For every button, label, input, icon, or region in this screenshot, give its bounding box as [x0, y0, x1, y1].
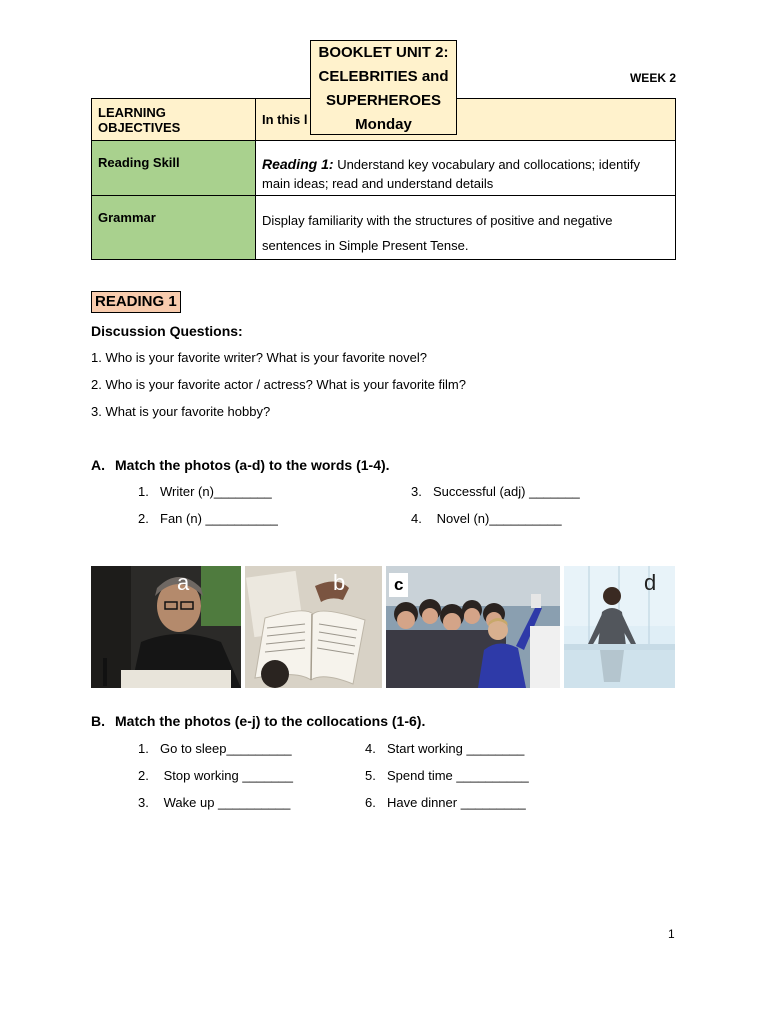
- item-text: Novel (n)__________: [433, 511, 562, 526]
- row-desc-reading: [256, 141, 676, 196]
- section-b-letter: B.: [91, 713, 105, 729]
- discussion-question-1: 1. Who is your favorite writer? What is your favorite novel?: [91, 350, 427, 365]
- row-label-reading: Reading Skill: [92, 141, 256, 196]
- list-item: [365, 741, 524, 756]
- item-number: 4.: [365, 741, 376, 756]
- list-item: [138, 795, 290, 810]
- item-text: Fan (n) __________: [160, 511, 278, 526]
- list-item: [138, 511, 278, 526]
- businesswoman-photo: [564, 566, 675, 688]
- item-number: 5.: [365, 768, 376, 783]
- item-number: 1.: [138, 741, 149, 756]
- photo-label-b: b: [333, 570, 346, 595]
- item-text: Have dinner _________: [387, 795, 526, 810]
- list-item: [411, 511, 562, 526]
- booklet-title-box: [310, 40, 457, 135]
- item-text: Wake up __________: [160, 795, 291, 810]
- item-number: 6.: [365, 795, 376, 810]
- photo-label-a: a: [177, 570, 190, 595]
- title-line-2: CELEBRITIES and: [318, 68, 449, 85]
- row-desc-grammar: Display familiarity with the structures of positive and negative sentences in Simple Present Tense.: [256, 196, 676, 260]
- table-row: [92, 141, 676, 196]
- photo-label-d: d: [644, 570, 657, 595]
- item-number: 2.: [138, 511, 149, 526]
- writer-photo: [91, 566, 241, 688]
- row-label-grammar: Grammar: [92, 196, 256, 260]
- item-text: Spend time __________: [387, 768, 529, 783]
- title-line-3: SUPERHEROES: [325, 92, 442, 109]
- reading-desc-text: Understand key vocabulary and collocations; identify main ideas; read and understand details: [262, 157, 640, 191]
- page-number: 1: [668, 927, 675, 941]
- section-b-text: Match the photos (e-j) to the collocations (1-6).: [115, 713, 426, 729]
- reading-prefix: Reading 1:: [262, 156, 334, 172]
- section-b-title: [91, 713, 425, 729]
- reading-heading: READING 1: [91, 291, 181, 313]
- title-line-1: BOOKLET UNIT 2:: [318, 44, 449, 61]
- item-text: Successful (adj) _______: [433, 484, 580, 499]
- item-number: 3.: [411, 484, 422, 499]
- photo-label-c: c: [389, 573, 408, 597]
- list-item: [138, 741, 292, 756]
- section-a-text: Match the photos (a-d) to the words (1-4).: [115, 457, 390, 473]
- list-item: [138, 768, 293, 783]
- list-item: [138, 484, 272, 499]
- header-right-cell: In this l: [256, 99, 676, 141]
- item-number: 3.: [138, 795, 149, 810]
- book-photo: [245, 566, 382, 688]
- section-a-title: [91, 457, 390, 473]
- table-row: [92, 196, 676, 260]
- item-number: 1.: [138, 484, 149, 499]
- section-a-letter: A.: [91, 457, 105, 473]
- item-number: 2.: [138, 768, 149, 783]
- discussion-question-3: 3. What is your favorite hobby?: [91, 404, 271, 419]
- item-number: 4.: [411, 511, 422, 526]
- list-item: [365, 795, 526, 810]
- week-label: WEEK 2: [629, 71, 676, 85]
- item-text: Stop working _______: [160, 768, 293, 783]
- discussion-question-2: 2. Who is your favorite actor / actress? What is your favorite film?: [91, 377, 466, 392]
- fans-selfie-photo: [386, 566, 560, 688]
- list-item: [365, 768, 529, 783]
- item-text: Start working ________: [387, 741, 525, 756]
- item-text: Writer (n)________: [160, 484, 272, 499]
- title-day: Monday: [355, 116, 412, 133]
- list-item: [411, 484, 580, 499]
- item-text: Go to sleep_________: [160, 741, 292, 756]
- header-left-cell: LEARNING OBJECTIVES: [92, 99, 256, 141]
- discussion-title: Discussion Questions:: [91, 323, 243, 339]
